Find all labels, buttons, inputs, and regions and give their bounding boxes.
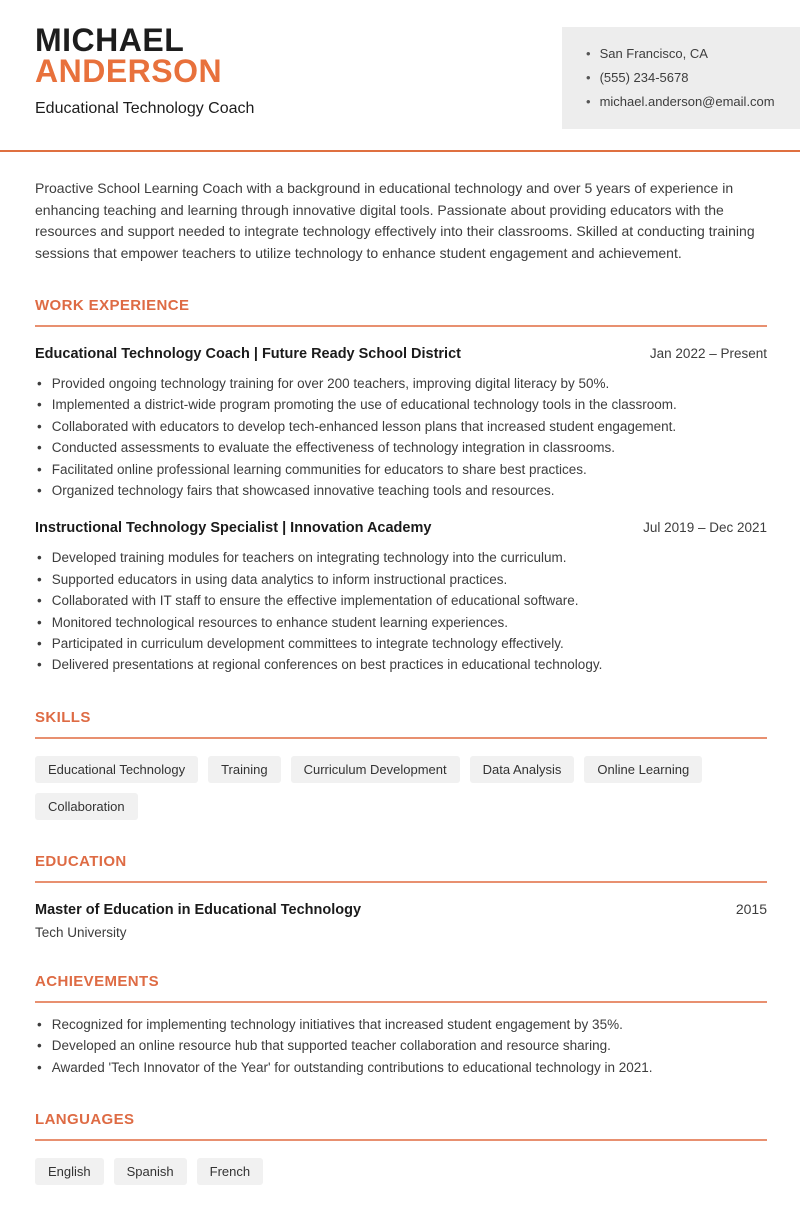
section-achievements xyxy=(35,973,767,1078)
bullet-dot-icon: • xyxy=(37,1016,42,1032)
section-work-experience xyxy=(35,297,767,676)
contact-location: San Francisco, CA xyxy=(599,46,708,61)
bullet-dot-icon: • xyxy=(586,70,591,85)
tag-chip: Training xyxy=(208,756,280,783)
tag-chip: French xyxy=(197,1158,263,1185)
bullet-item xyxy=(35,480,767,501)
bullet-item xyxy=(35,1057,767,1078)
bullet-dot-icon: • xyxy=(37,461,42,477)
bullet-item xyxy=(35,569,767,590)
bullet-item xyxy=(35,373,767,394)
bullet-dot-icon: • xyxy=(37,397,42,413)
contact-email-item xyxy=(586,90,786,114)
achievement-list xyxy=(35,1014,767,1078)
bullet-item xyxy=(35,654,767,675)
section-rule xyxy=(35,1139,767,1141)
bullet-dot-icon: • xyxy=(586,46,591,61)
job-bullet-list xyxy=(35,373,767,501)
bullet-text: Developed an online resource hub that supported teacher collaboration and resource sharing. xyxy=(51,1038,611,1054)
header-divider xyxy=(0,150,800,152)
resume-body xyxy=(0,178,800,1225)
tag-chip: Curriculum Development xyxy=(291,756,460,783)
bullet-dot-icon: • xyxy=(37,571,42,587)
bullet-text: Supported educators in using data analytics to inform instructional practices. xyxy=(51,571,508,587)
bullet-dot-icon: • xyxy=(37,440,42,456)
bullet-dot-icon: • xyxy=(37,376,42,391)
bullet-item xyxy=(35,459,767,480)
bullet-text: Organized technology fairs that showcased innovative teaching tools and resources. xyxy=(51,483,555,499)
section-languages xyxy=(35,1111,767,1185)
bullet-item xyxy=(35,1035,767,1056)
bullet-dot-icon: • xyxy=(37,418,42,434)
bullet-dot-icon: • xyxy=(37,593,42,609)
contact-phone: (555) 234-5678 xyxy=(599,70,689,85)
bullet-item xyxy=(35,547,767,568)
bullet-text: Provided ongoing technology training for over 200 teachers, improving digital literacy by 50%. xyxy=(51,376,610,391)
bullet-item xyxy=(35,612,767,633)
bullet-text: Monitored technological resources to enhance student learning experiences. xyxy=(51,614,509,630)
job-entry xyxy=(35,346,767,501)
contact-email: michael.anderson@email.com xyxy=(599,94,775,109)
tag-chip: Spanish xyxy=(114,1158,187,1185)
tag-chip: English xyxy=(35,1158,104,1185)
bullet-text: Collaborated with IT staff to ensure the effective implementation of educational software. xyxy=(51,593,579,609)
job-dates: Jan 2022 – Present xyxy=(649,346,767,361)
contact-card xyxy=(562,27,800,129)
education-school: Tech University xyxy=(35,924,127,940)
name-block xyxy=(35,22,255,118)
job-title: Instructional Technology Specialist | Innovation Academy xyxy=(35,520,432,537)
tag-chip: Collaboration xyxy=(35,793,138,820)
tag-chip: Data Analysis xyxy=(470,756,575,783)
contact-phone-item xyxy=(586,66,786,90)
education-entry xyxy=(35,901,767,940)
bullet-text: Delivered presentations at regional conferences on best practices in educational technology. xyxy=(51,657,603,673)
bullet-item xyxy=(35,437,767,458)
section-skills xyxy=(35,709,767,820)
first-name: MICHAEL xyxy=(35,22,185,58)
bullet-text: Recognized for implementing technology initiatives that increased student engagement by 35%. xyxy=(51,1016,623,1032)
bullet-text: Implemented a district-wide program promoting the use of educational technology tools in the classroom. xyxy=(51,397,677,413)
bullet-dot-icon: • xyxy=(586,94,591,109)
job-entry xyxy=(35,520,767,675)
section-rule xyxy=(35,881,767,883)
skill-tag-list xyxy=(35,756,767,820)
education-degree: Master of Education in Educational Technology xyxy=(35,901,362,918)
section-title-education: EDUCATION xyxy=(35,852,127,870)
section-title-skills: SKILLS xyxy=(35,708,91,726)
full-name xyxy=(35,22,254,89)
bullet-text: Developed training modules for teachers on integrating technology into the curriculum. xyxy=(51,550,567,566)
job-header xyxy=(35,520,767,536)
bullet-text: Collaborated with educators to develop tech-enhanced lesson plans that increased student engagement. xyxy=(51,418,677,434)
section-title-work-experience: WORK EXPERIENCE xyxy=(35,297,190,314)
section-title-languages: LANGUAGES xyxy=(35,1111,135,1129)
language-tag-list xyxy=(35,1158,767,1185)
tag-chip: Educational Technology xyxy=(35,756,198,783)
bullet-dot-icon: • xyxy=(37,636,42,652)
bullet-dot-icon: • xyxy=(37,1059,42,1075)
tag-chip: Online Learning xyxy=(584,756,702,783)
job-list xyxy=(35,346,767,676)
section-education xyxy=(35,853,767,940)
bullet-dot-icon: • xyxy=(37,614,42,630)
section-title-achievements: ACHIEVEMENTS xyxy=(35,972,159,990)
job-dates: Jul 2019 – Dec 2021 xyxy=(643,520,767,536)
header-job-title: Educational Technology Coach xyxy=(35,100,255,117)
bullet-item xyxy=(35,1014,767,1035)
summary-text: Proactive School Learning Coach with a background in educational technology and over 5 years of experience in enhancing teaching and learning through innovative digital tools. Passionate about providing educators with the resources and support needed to integrate technology effectively into their classrooms. Skilled at conducting training sessions that empower teachers to utilize technology to enhance student engagement and achievement. xyxy=(35,180,755,261)
bullet-dot-icon: • xyxy=(37,483,42,499)
bullet-item xyxy=(35,633,767,654)
bullet-text: Facilitated online professional learning communities for educators to share best practices. xyxy=(51,461,587,477)
contact-location-item xyxy=(586,42,786,66)
section-rule xyxy=(35,737,767,739)
last-name: ANDERSON xyxy=(35,53,223,89)
bullet-dot-icon: • xyxy=(37,1038,42,1054)
bullet-text: Conducted assessments to evaluate the effectiveness of technology integration in classrooms. xyxy=(51,440,616,456)
bullet-text: Participated in curriculum development committees to integrate technology effectively. xyxy=(51,636,564,652)
resume-header xyxy=(0,0,800,129)
job-header xyxy=(35,346,767,362)
job-title: Educational Technology Coach | Future Ready School District xyxy=(35,346,461,362)
education-year: 2015 xyxy=(735,900,767,917)
job-bullet-list xyxy=(35,547,767,675)
bullet-item xyxy=(35,590,767,611)
section-rule xyxy=(35,325,767,327)
bullet-dot-icon: • xyxy=(37,657,42,673)
bullet-dot-icon: • xyxy=(37,550,42,566)
section-rule xyxy=(35,1001,767,1003)
bullet-item xyxy=(35,394,767,415)
bullet-item xyxy=(35,416,767,437)
bullet-text: Awarded 'Tech Innovator of the Year' for outstanding contributions to educational technology in 2021. xyxy=(51,1059,653,1075)
